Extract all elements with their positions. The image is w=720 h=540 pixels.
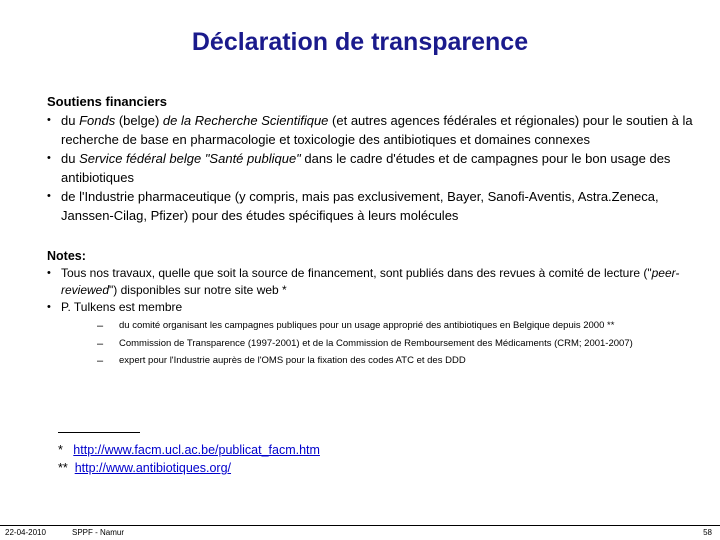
- antibiotiques-link[interactable]: http://www.antibiotiques.org/: [74, 461, 232, 475]
- footnote-divider: [58, 432, 140, 433]
- tulkens-role: – du comité organisant les campagnes publiques pour un usage approprié des antibiotiques en Belgique depuis 2000 **: [97, 320, 697, 333]
- footer-divider: [0, 525, 720, 526]
- note-item-tulkens: • P. Tulkens est membre – du comité organisant les campagnes publiques pour un usage approprié des antibiotiques en Belgique depuis 2000 ** – Commission de Transparence (1997-2001) et de la Commission de Remboursement des Médicaments (CRM; 2001-2007) – expert pour l'Industrie auprès de l'OMS pour la fixation des codes ATC et des DDD: [47, 299, 707, 368]
- soutien-item-industrie: • de l'Industrie pharmaceutique (y compris, mais pas exclusivement, Bayer, Sanofi-Aventis, Astra.Zeneca, Janssen-Cilag, Pfizer) pour des études spécifiques à leurs molécules: [47, 187, 707, 225]
- soutiens-heading: Soutiens financiers: [47, 94, 167, 109]
- content-area: [47, 92, 707, 373]
- page-number: 58: [703, 528, 712, 537]
- facm-publications-link[interactable]: http://www.facm.ucl.ac.be/publicat_facm.htm: [73, 443, 320, 457]
- footer-date: 22-04-2010: [5, 528, 46, 537]
- footnote-2: ** http://www.antibiotiques.org/: [58, 461, 232, 475]
- notes-heading: Notes:: [47, 249, 86, 263]
- soutien-item-service: • du Service fédéral belge "Santé publique" dans le cadre d'études et de campagnes pour le bon usage des antibiotiques: [47, 149, 707, 187]
- soutien-item-fonds: • du Fonds (belge) de la Recherche Scientifique (et autres agences fédérales et régionales) pour le soutien à la recherche de base en pharmacologie et toxicologie des antibiotiques et domaines connexes: [47, 111, 707, 149]
- note-item-publications: • Tous nos travaux, quelle que soit la source de financement, sont publiés dans des revues à comité de lecture ("peer-reviewed") disponibles sur notre site web *: [47, 265, 707, 299]
- soutiens-list: [47, 111, 707, 225]
- notes-list: [47, 265, 707, 368]
- tulkens-role: – Commission de Transparence (1997-2001) et de la Commission de Remboursement des Médicaments (CRM; 2001-2007): [97, 338, 697, 351]
- tulkens-role: – expert pour l'Industrie auprès de l'OMS pour la fixation des codes ATC et des DDD: [97, 355, 697, 368]
- footnotes: [58, 441, 320, 477]
- footnote-1: * http://www.facm.ucl.ac.be/publicat_facm.htm: [58, 443, 320, 457]
- slide-title: Déclaration de transparence: [191, 28, 529, 56]
- tulkens-roles-list: [61, 320, 697, 368]
- footer-venue: SPPF - Namur: [72, 528, 125, 537]
